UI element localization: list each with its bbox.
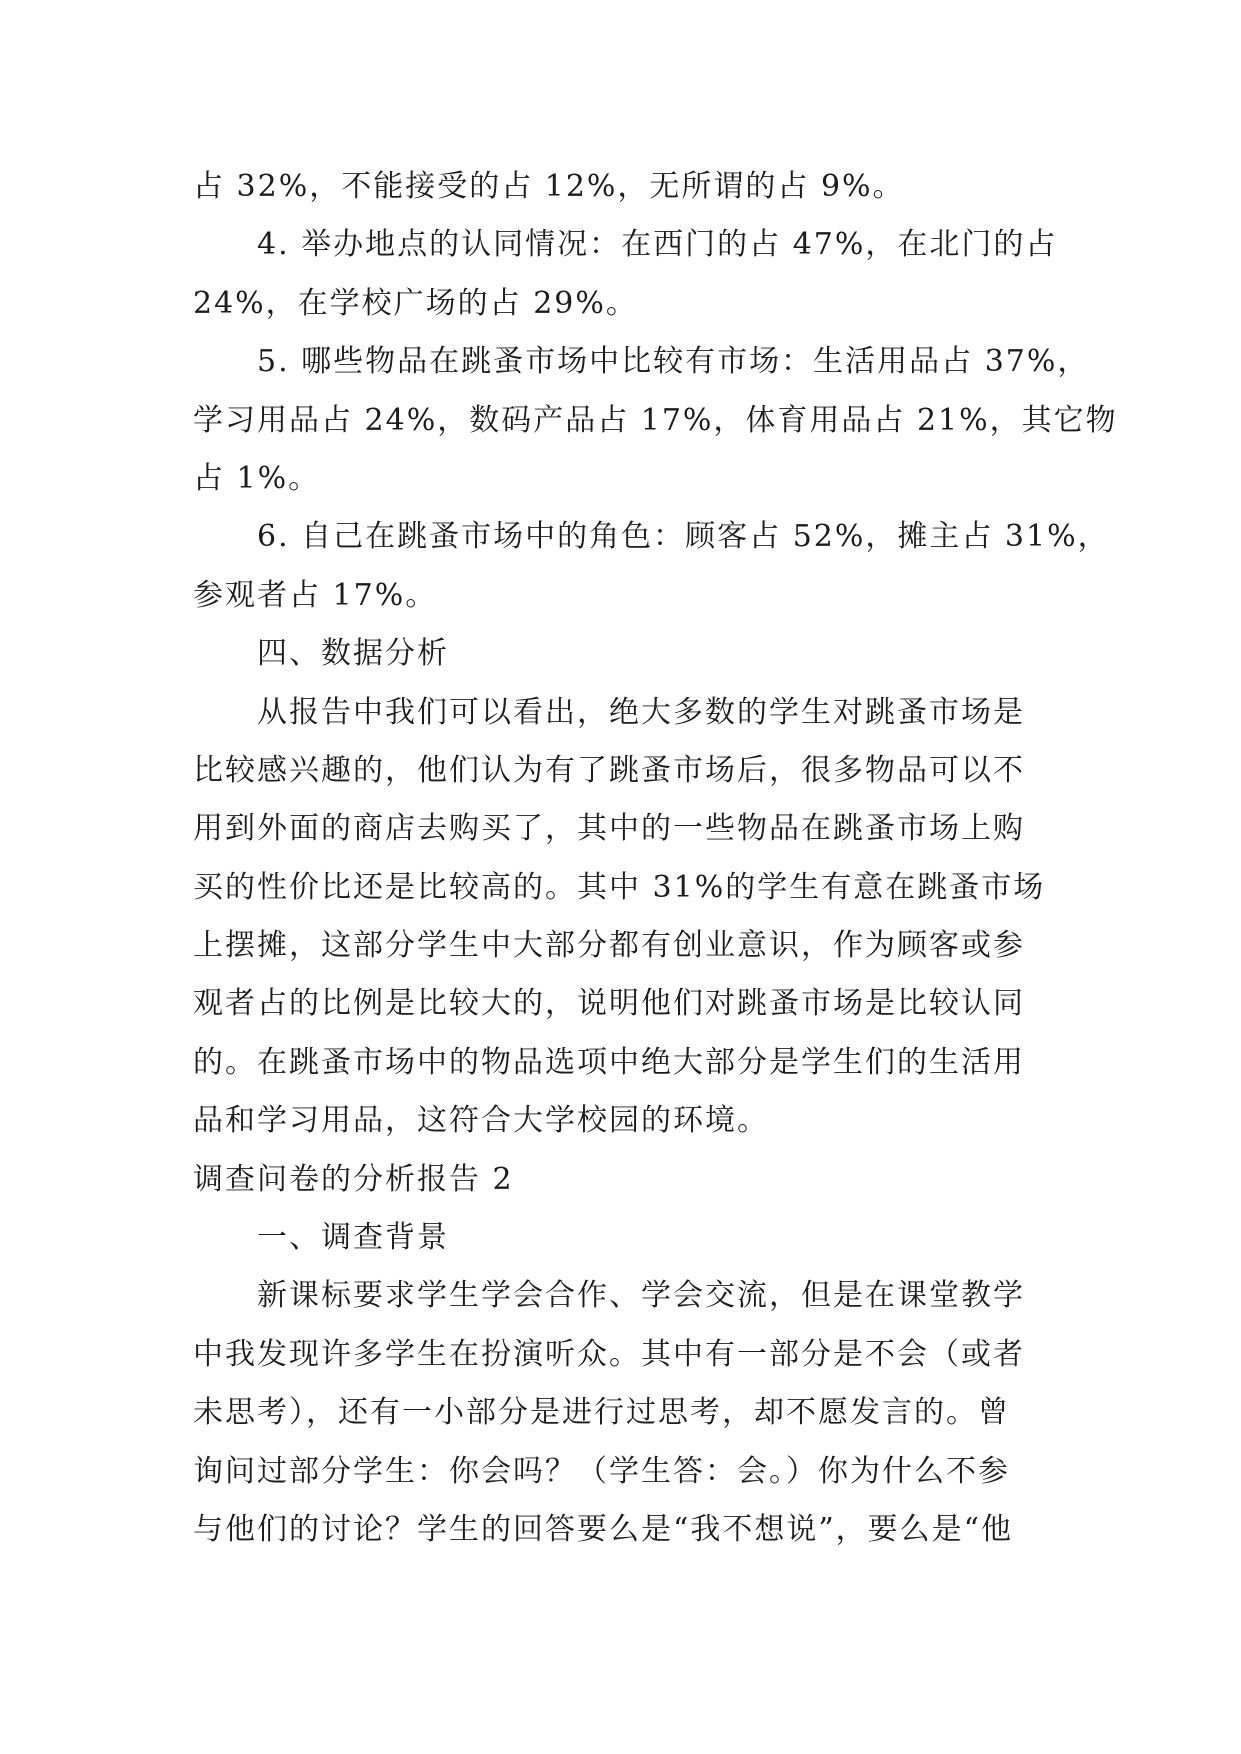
text-line: 上摆摊，这部分学生中大部分都有创业意识，作为顾客或参 [193,928,1025,964]
text-line: 的。在跳蚤市场中的物品选项中绝大部分是学生们的生活用 [193,1044,1025,1080]
text-line: 买的性价比还是比较高的。其中 31%的学生有意在跳蚤市场 [193,869,1046,905]
text-line: 6. 自己在跳蚤市场中的角色：顾客占 52%，摊主占 31%， [257,519,1110,555]
text-line: 从报告中我们可以看出，绝大多数的学生对跳蚤市场是 [257,694,1025,730]
text-line: 一、调查背景 [257,1220,449,1256]
text-line: 5. 哪些物品在跳蚤市场中比较有市场：生活用品占 37%， [257,344,1090,380]
text-line: 询问过部分学生：你会吗？（学生答：会。）你为什么不参 [193,1453,1010,1489]
text-line: 4. 举办地点的认同情况：在西门的占 47%，在北门的占 [257,227,1058,263]
text-line: 参观者占 17%。 [193,577,438,613]
text-line: 学习用品占 24%，数码产品占 17%，体育用品占 21%，其它物 [193,402,1118,438]
text-line: 比较感兴趣的，他们认为有了跳蚤市场后，很多物品可以不 [193,752,1025,788]
text-line: 占 1%。 [193,460,321,496]
text-line: 用到外面的商店去购买了，其中的一些物品在跳蚤市场上购 [193,811,1025,847]
text-line: 未思考），还有一小部分是进行过思考，却不愿发言的。曾 [193,1395,1010,1431]
text-line: 调查问卷的分析报告 2 [193,1161,514,1197]
text-line: 中我发现许多学生在扮演听众。其中有一部分是不会（或者 [193,1336,1025,1372]
text-line: 与他们的讨论？学生的回答要么是“我不想说”，要么是“他 [193,1511,1014,1547]
text-line: 品和学习用品，这符合大学校园的环境。 [193,1103,769,1139]
document-body [193,158,1118,1559]
text-line: 四、数据分析 [257,636,449,672]
text-line: 新课标要求学生学会合作、学会交流，但是在课堂教学 [257,1278,1025,1314]
text-line: 24%，在学校广场的占 29%。 [193,285,638,321]
text-line: 观者占的比例是比较大的，说明他们对跳蚤市场是比较认同 [193,986,1025,1022]
text-line: 占 32%，不能接受的占 12%，无所谓的占 9%。 [193,169,905,204]
